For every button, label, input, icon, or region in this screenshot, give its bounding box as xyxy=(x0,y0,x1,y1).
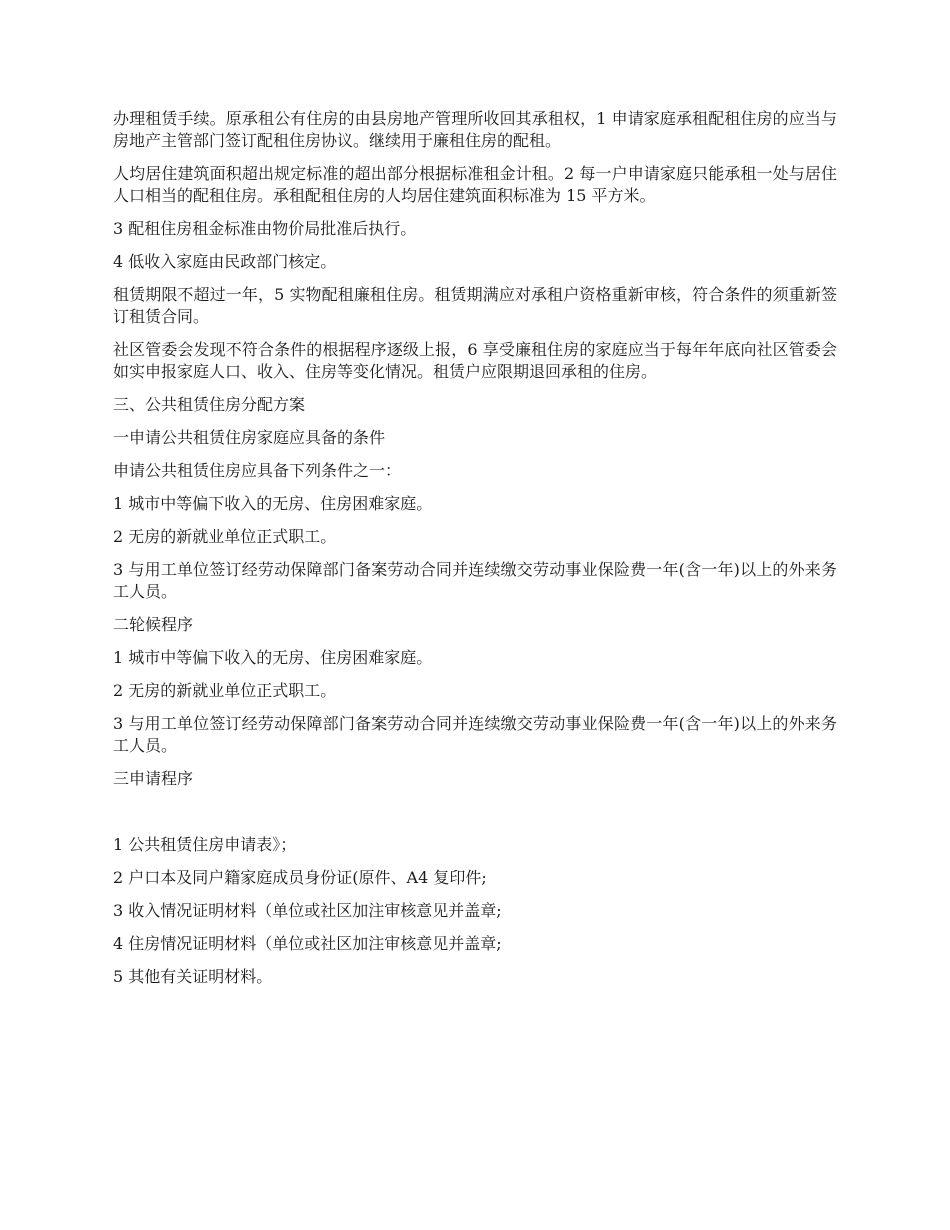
condition-item-2: 2 无房的新就业单位正式职工。 xyxy=(113,527,337,546)
paragraph-3: 3 配租住房租金标准由物价局批准后执行。 xyxy=(113,219,417,238)
condition-item-1: 1 城市中等偏下收入的无房、住房困难家庭。 xyxy=(113,494,433,513)
waiting-item-3: 3 与用工单位签订经劳动保障部门备案劳动合同并连续缴交劳动事业保险费一年(含一年)以上的外来务工人员。 xyxy=(113,714,837,755)
paragraph-conditions-intro: 申请公共租赁住房应具备下列条件之一： xyxy=(113,461,402,480)
paragraph-4: 4 低收入家庭由民政部门核定。 xyxy=(113,252,337,271)
material-item-3: 3 收入情况证明材料（单位或社区加注审核意见并盖章; xyxy=(113,901,502,920)
material-item-1: 1 公共租赁住房申请表》； xyxy=(113,835,297,854)
subheading-application-procedure: 三申请程序 xyxy=(113,769,194,788)
subheading-waiting-procedure: 二轮候程序 xyxy=(113,615,194,634)
section-heading-public-rental: 三、公共租赁住房分配方案 xyxy=(113,395,306,414)
paragraph-6: 社区管委会发现不符合条件的根据程序逐级上报，6 享受廉租住房的家庭应当于每年年底向社区管委会如实申报家庭人口、收入、住房等变化情况。租赁户应限期退回承租的住房。 xyxy=(113,340,837,381)
material-item-2: 2 户口本及同户籍家庭成员身份证(原件、A4 复印件; xyxy=(113,868,487,887)
paragraph-5: 租赁期限不超过一年，5 实物配租廉租住房。租赁期满应对承租户资格重新审核，符合条件的须重新签订租赁合同。 xyxy=(113,285,837,326)
waiting-item-2: 2 无房的新就业单位正式职工。 xyxy=(113,681,337,700)
waiting-item-1: 1 城市中等偏下收入的无房、住房困难家庭。 xyxy=(113,648,433,667)
paragraph-2: 人均居住建筑面积超出规定标准的超出部分根据标准租金计租。2 每一户申请家庭只能承租一处与居住人口相当的配租住房。承租配租住房的人均居住建筑面积标准为 15 平方米。 xyxy=(113,164,837,205)
paragraph-1: 办理租赁手续。原承租公有住房的由县房地产管理所收回其承租权，1 申请家庭承租配租住房的应当与房地产主管部门签订配租住房协议。继续用于廉租住房的配租。 xyxy=(113,109,837,150)
document-page xyxy=(113,108,837,999)
material-item-5: 5 其他有关证明材料。 xyxy=(113,967,273,986)
blank-gap xyxy=(113,801,837,834)
condition-item-3: 3 与用工单位签订经劳动保障部门备案劳动合同并连续缴交劳动事业保险费一年(含一年)以上的外来务工人员。 xyxy=(113,560,837,601)
material-item-4: 4 住房情况证明材料（单位或社区加注审核意见并盖章; xyxy=(113,934,502,953)
subheading-conditions: 一申请公共租赁住房家庭应具备的条件 xyxy=(113,428,386,447)
